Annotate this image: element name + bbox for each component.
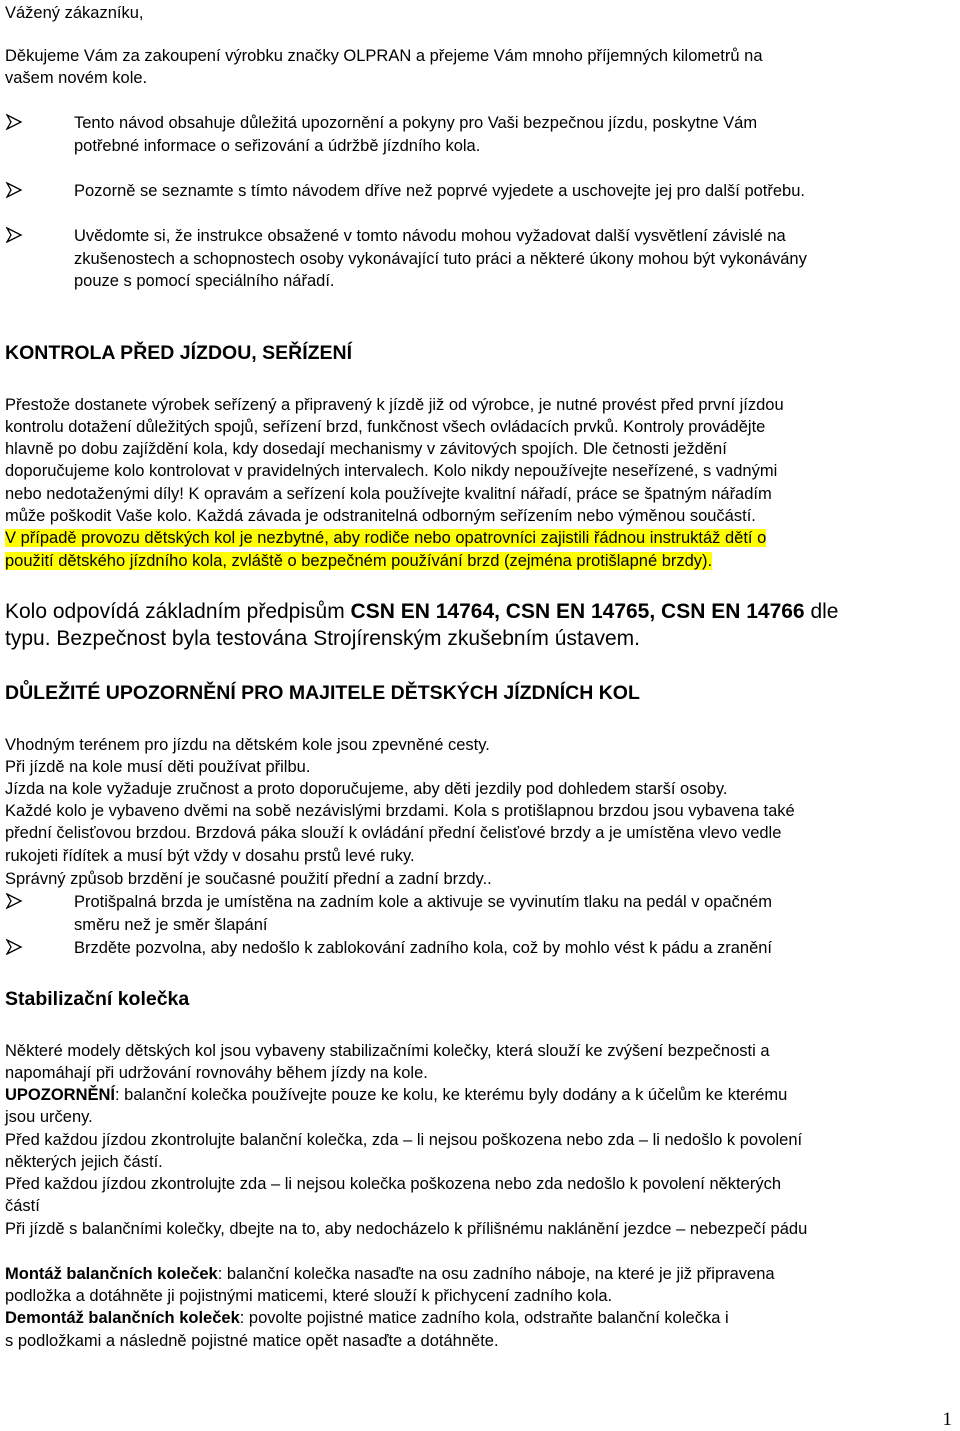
section3-line-7: Před každou jízdou zkontrolujte zda – li nejsou kolečka poškozena nebo zda nedošlo k povolení některých (5, 1175, 781, 1193)
norm-standards: CSN EN 14764, CSN EN 14765, CSN EN 14766 (350, 600, 805, 623)
thanks-line-1: Děkujeme Vám za zakoupení výrobku značky OLPRAN a přejeme Vám mnoho příjemných kilometrů na (5, 47, 763, 65)
section-heading-upozorneni: DŮLEŽITÉ UPOZORNĚNÍ PRO MAJITELE DĚTSKÝCH JÍZDNÍCH KOL (5, 682, 640, 704)
highlight-text: použití dětského jízdního kola, zvláště o bezpečném používání brzd (zejména protišlapné brzdy). (5, 552, 713, 570)
section1-line-5: nebo nedotaženými díly! K opravám a seřízení kola používejte kvalitní nářadí, práce se špatným nářadím (5, 485, 772, 503)
arrow-bullet-icon (5, 225, 23, 247)
warning-line (5, 1084, 787, 1106)
intro-bullet-3-line-3: pouze s pomocí speciálního nářadí. (74, 272, 335, 290)
thanks-line-2: vašem novém kole. (5, 69, 148, 87)
demount-label: Demontáž balančních koleček (5, 1309, 240, 1327)
section-heading-kontrola: KONTROLA PŘED JÍZDOU, SEŘÍZENÍ (5, 342, 353, 364)
section2-line-4: Každé kolo je vybaveno dvěmi na sobě nezávislými brzdami. Kola s protišlapnou brzdou jsou vybavena také (5, 802, 795, 820)
mount-line-1 (5, 1263, 775, 1285)
section2-line-2: Při jízdě na kole musí děti používat přilbu. (5, 758, 311, 776)
section3-line-1: Některé modely dětských kol jsou vybaveny stabilizačními kolečky, která slouží ke zvýšení bezpečnosti a (5, 1042, 770, 1060)
intro-bullet-1-line-2: potřebné informace o seřizování a údržbě jízdního kola. (74, 137, 481, 155)
section1-line-3: hlavně po dobu zajíždění kola, kdy dosedají mechanismy v závitových spojích. Dle četnosti ježdění (5, 440, 727, 458)
norm-line-2: typu. Bezpečnost byla testována Strojírenským zkušebním ústavem. (5, 627, 640, 650)
highlight-line-2 (5, 550, 712, 572)
section3-line-2: napomáhají při udržování rovnováhy během jízdy na kole. (5, 1064, 428, 1082)
warning-label: UPOZORNĚNÍ (5, 1086, 116, 1104)
highlight-line-1 (5, 527, 766, 549)
intro-bullet-2-line-1: Pozorně se seznamte s tímto návodem dříve než poprvé vyjedete a uschovejte jej pro další potřebu. (74, 182, 805, 200)
demount-line-1 (5, 1307, 729, 1329)
warning-text: : balanční kolečka používejte pouze ke kolu, ke kterému byly dodány a k účelům ke kterému (115, 1086, 788, 1104)
section3-line-6: některých jejich částí. (5, 1153, 163, 1171)
section2-line-1: Vhodným terénem pro jízdu na dětském kole jsou zpevněné cesty. (5, 736, 490, 754)
section2-line-7: Správný způsob brzdění je současné použití přední a zadní brzdy.. (5, 870, 492, 888)
intro-bullet-3-line-2: zkušenostech a schopnostech osoby vykonávající tuto práci a některé úkony mohou být vykonávány (74, 250, 807, 268)
demount-line-2: s podložkami a následně pojistné matice opět nasaďte a dotáhněte. (5, 1332, 499, 1350)
section2-bullet-1-line-2: směru než je směr šlapání (74, 916, 268, 934)
mount-text: : balanční kolečka nasaďte na osu zadního náboje, na které je již připravena (217, 1265, 775, 1283)
intro-bullet-1-line-1: Tento návod obsahuje důležitá upozornění a pokyny pro Vaši bezpečnou jízdu, poskytne Vám (74, 114, 758, 132)
section3-line-5: Před každou jízdou zkontrolujte balanční kolečka, zda – li nejsou poškozena nebo zda – li nedošlo k povolení (5, 1131, 803, 1149)
section1-line-6: může poškodit Vaše kolo. Každá závada je odstranitelná odborným seřízením nebo výměnou součástí. (5, 507, 756, 525)
demount-text: : povolte pojistné matice zadního kola, odstraňte balanční kolečka i (239, 1309, 729, 1327)
section2-line-3: Jízda na kole vyžaduje zručnost a proto doporučujeme, aby děti jezdily pod dohledem starší osoby. (5, 780, 728, 798)
norm-line-1 (5, 598, 838, 626)
norm-prefix: Kolo odpovídá základním předpisům (5, 600, 351, 623)
section2-bullet-1-line-1: Protišpalná brzda je umístěna na zadním kole a aktivuje se vyvinutím tlaku na pedál v opačném (74, 893, 772, 911)
section3-line-8: částí (5, 1197, 40, 1215)
arrow-bullet-icon (5, 937, 23, 959)
mount-label: Montáž balančních koleček (5, 1265, 218, 1283)
greeting: Vážený zákazníku, (5, 4, 144, 22)
arrow-bullet-icon (5, 180, 23, 202)
highlight-text: V případě provozu dětských kol je nezbytné, aby rodiče nebo opatrovníci zajistili řádnou instruktáž dětí o (5, 529, 767, 547)
section2-line-5: přední čelisťovou brzdou. Brzdová páka slouží k ovládání přední čelisťové brzdy a je umístěna vlevo vedle (5, 824, 782, 842)
section2-bullet-2-line-1: Brzděte pozvolna, aby nedošlo k zablokování zadního kola, což by mohlo vést k pádu a zranění (74, 939, 773, 957)
page-number: 1 (942, 1409, 952, 1430)
section2-line-6: rukojeti řídítek a musí být vždy v dosahu prstů levé ruky. (5, 847, 415, 865)
mount-line-2: podložka a dotáhněte ji pojistnými maticemi, které slouží k přichycení zadního kola. (5, 1287, 613, 1305)
section-heading-stabilizacni: Stabilizační kolečka (5, 988, 190, 1010)
section1-line-4: doporučujeme kolo kontrolovat v pravidelných intervalech. Kolo nikdy nepoužívejte neseřízené, s vadnými (5, 462, 778, 480)
arrow-bullet-icon (5, 891, 23, 913)
intro-bullet-3-line-1: Uvědomte si, že instrukce obsažené v tomto návodu mohou vyžadovat další vysvětlení závislé na (74, 227, 786, 245)
arrow-bullet-icon (5, 112, 23, 134)
section1-line-2: kontrolu dotažení důležitých spojů, seřízení brzd, funkčnost všech ovládacích prvků. Kontroly provádějte (5, 418, 766, 436)
norm-suffix: dle (804, 600, 839, 623)
section3-line-9: Při jízdě s balančními kolečky, dbejte na to, aby nedocházelo k přílišnému naklánění jezdce – nebezpečí pádu (5, 1220, 808, 1238)
section1-line-1: Přestože dostanete výrobek seřízený a připravený k jízdě již od výrobce, je nutné provést před první jízdou (5, 396, 784, 414)
section3-line-4: jsou určeny. (5, 1108, 93, 1126)
